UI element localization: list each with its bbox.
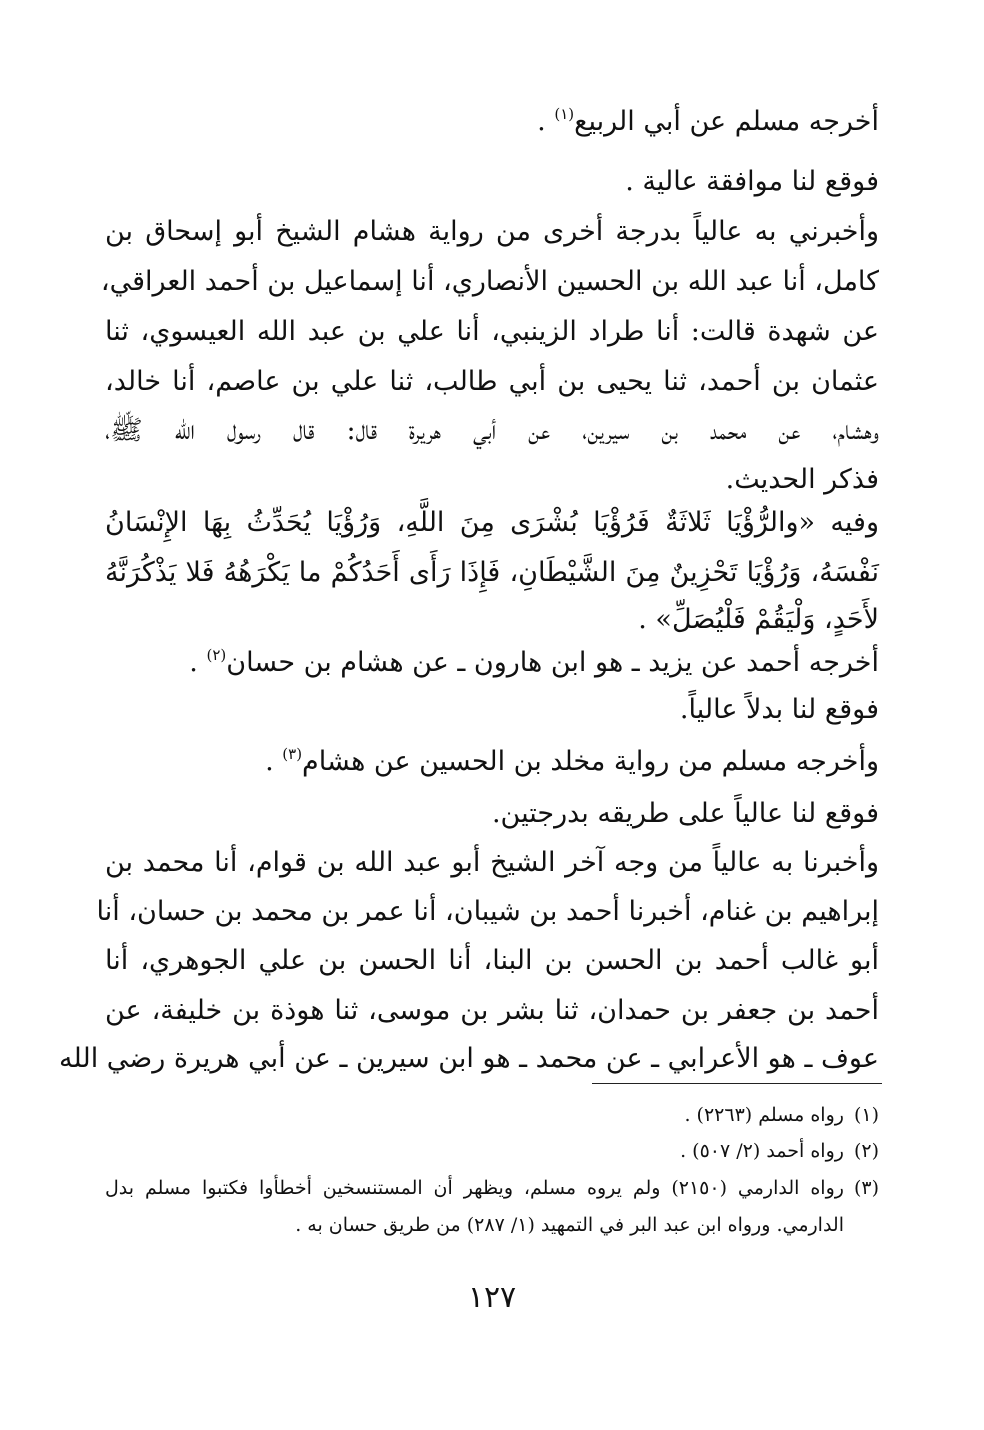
text-line: وأخبرنا به عالياً من وجه آخر الشيخ أبو عبد الله بن قوام، أنا محمد بن [105,847,879,878]
text-line: عوف ـ هو الأعرابي ـ عن محمد ـ هو ابن سيرين ـ عن أبي هريرة رضي الله [59,1043,879,1074]
footnote-separator [592,1083,882,1084]
text-line: فوقع لنا عالياً على طريقه بدرجتين. [491,798,879,829]
quote-line: لأَحَدٍ، وَلْيَقُمْ فَلْيُصَلِّ» . [638,604,879,635]
text-line: أخرجه أحمد عن يزيد ـ هو ابن هارون ـ عن هشام بن حسان$^{(٢)}$ . [189,646,879,678]
footnote-marker: (٢) [206,646,227,664]
footnote: (٣)رواه الدارمي (٢١٥٠) ولم يروه مسلم، ويظهر أن المستنسخين أخطأوا فكتبوا مسلم بدل [105,1177,879,1199]
footnote-continuation: الدارمي. ورواه ابن عبد البر في التمهيد (١/ ٢٨٧) من طريق حسان به . [295,1214,844,1236]
footnote-marker: (٣) [282,745,303,763]
footnote: (١)رواه مسلم (٢٢٦٣) . [684,1104,879,1126]
quote-line: وفيه «والرُّؤْيَا ثَلاثَةٌ فَرُؤْيَا بُشْرَى مِنَ اللَّهِ، وَرُؤْيَا يُحَدِّثُ بِهَا الإِنْسَانُ [105,507,879,538]
text-line: فوقع لنا بدلاً عالياً. [679,694,879,725]
text-line: أخرجه مسلم عن أبي الربيع$^{(١)}$ . [537,105,879,137]
text-line: إبراهيم بن غنام، أخبرنا أحمد بن شيبان، أنا عمر بن محمد بن حسان، أنا [96,896,879,927]
text-line: فذكر الحديث. [725,464,879,495]
footnote: (٢)رواه أحمد (٢/ ٥٠٧) . [680,1140,879,1162]
page-number: ١٢٧ [467,1280,517,1315]
text-line: أبو غالب أحمد بن الحسن بن البنا، أنا الحسن بن علي الجوهري، أنا [105,945,879,976]
text-line: وأخرجه مسلم من رواية مخلد بن الحسين عن هشام$^{(٣)}$ . [265,745,879,777]
text-line: وأخبرني به عالياً بدرجة أخرى من رواية هشام الشيخ أبو إسحاق بن [105,216,879,247]
text-line: أحمد بن جعفر بن حمدان، ثنا بشر بن موسى، ثنا هوذة بن خليفة، عن [105,995,879,1026]
text-line: عثمان بن أحمد، ثنا يحيى بن أبي طالب، ثنا علي بن عاصم، أنا خالد، [105,366,879,397]
footnote-marker: (١) [554,105,575,123]
text-line: عن شهدة قالت: أنا طراد الزينبي، أنا علي بن عبد الله العيسوي، ثنا [105,316,879,347]
text-line: فوقع لنا موافقة عالية . [625,166,879,197]
text-line: وهشام، عن محمد بن سيرين، عن أبي هريرة قال: قال رسول الله ﷺ، [105,415,879,446]
quote-line: نَفْسَهُ، وَرُؤْيَا تَحْزِينٌ مِنَ الشَّيْطَانِ، فَإِذَا رَأَى أَحَدُكُمْ ما يَكْرَهُهُ فَلا يَذْكُرَنَّهُ [105,557,879,588]
text-line: كامل، أنا عبد الله بن الحسين الأنصاري، أنا إسماعيل بن أحمد العراقي، [100,266,879,297]
